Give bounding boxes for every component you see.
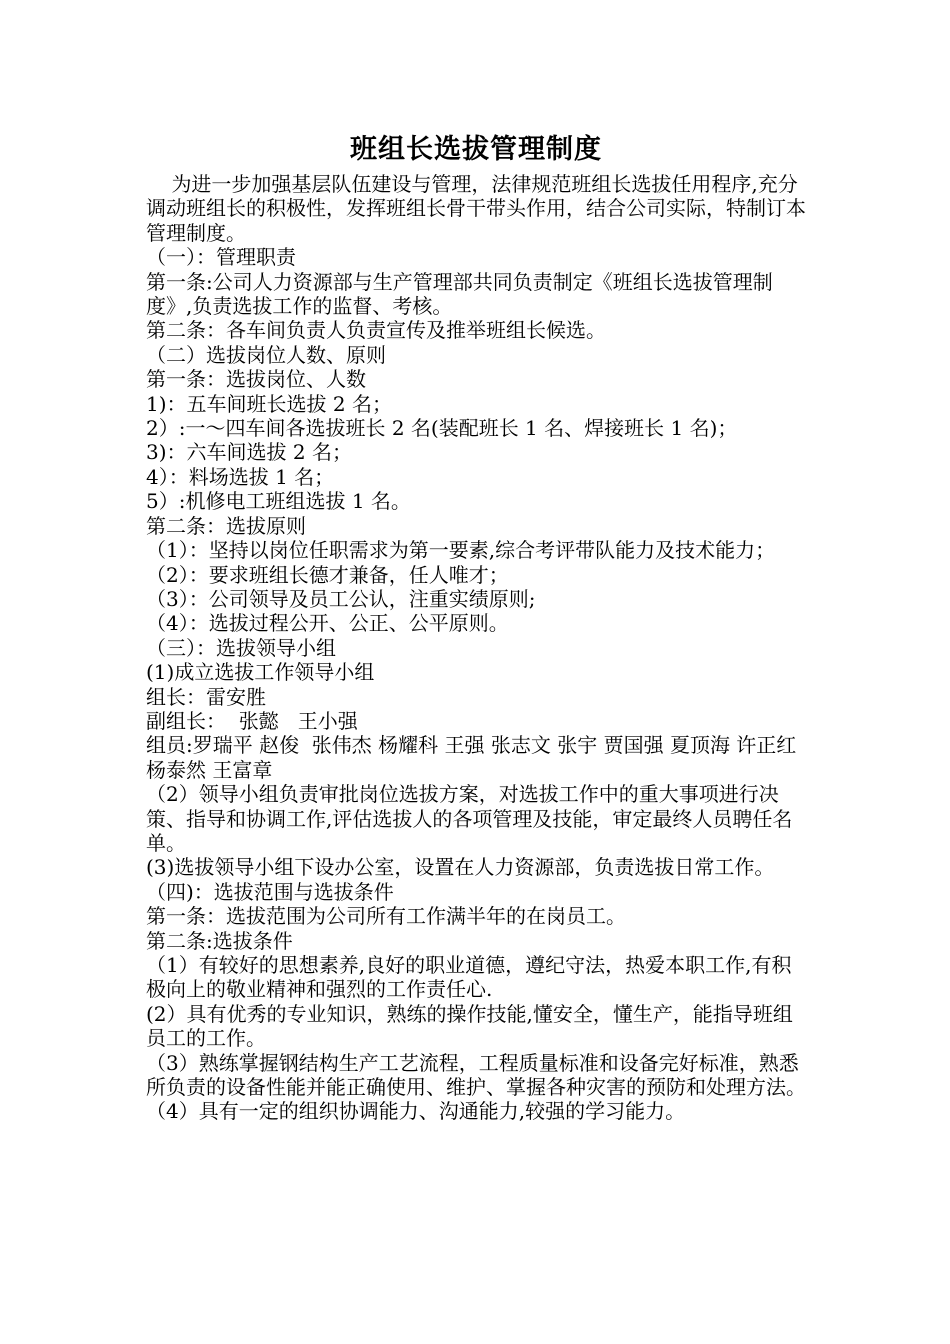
paragraph: （4）：选拔过程公开、公正、公平原则。 bbox=[146, 611, 509, 636]
paragraph: 第一条：选拔范围为公司所有工作满半年的在岗员工。 bbox=[146, 904, 626, 929]
paragraph: (1)成立选拔工作领导小组 bbox=[146, 660, 375, 685]
paragraph: (3)选拔领导小组下设办公室，设置在人力资源部，负责选拔日常工作。 bbox=[146, 855, 775, 880]
paragraph: （1）有较好的思想素养,良好的职业道德，遵纪守法，热爱本职工作,有积极向上的敬业精神和强烈的工作责任心. bbox=[146, 953, 792, 1002]
paragraph: 第一条：选拔岗位、人数 bbox=[146, 367, 366, 392]
document-page bbox=[146, 130, 806, 1124]
paragraph: 第一条:公司人力资源部与生产管理部共同负责制定《班组长选拔管理制度》,负责选拔工作的监督、考核。 bbox=[146, 269, 773, 319]
paragraph: 3)：六车间选拔 2 名； bbox=[146, 440, 352, 465]
document-title: 班组长选拔管理制度 bbox=[350, 134, 602, 165]
document-body bbox=[146, 172, 806, 1124]
paragraph: 为进一步加强基层队伍建设与管理，法律规范班组长选拔任用程序,充分调动班组长的积极性，发挥班组长骨干带头作用，结合公司实际，特制订本管理制度。 bbox=[146, 172, 806, 245]
paragraph: 副组长： 张懿 王小强 bbox=[146, 708, 358, 733]
paragraph: （1）：坚持以岗位任职需求为第一要素,综合考评带队能力及技术能力； bbox=[146, 538, 776, 563]
paragraph: 第二条：各车间负责人负责宣传及推举班组长候选。 bbox=[146, 318, 606, 343]
paragraph: 2）:一～四车间各选拔班长 2 名(装配班长 1 名、焊接班长 1 名)； bbox=[146, 416, 738, 441]
paragraph: （一）：管理职责 bbox=[146, 245, 296, 270]
paragraph: 第二条：选拔原则 bbox=[146, 513, 306, 538]
paragraph: （4）具有一定的组织协调能力、沟通能力,较强的学习能力。 bbox=[146, 1099, 686, 1124]
paragraph: 第二条:选拔条件 bbox=[146, 928, 293, 953]
paragraph: （三）：选拔领导小组 bbox=[146, 635, 336, 660]
paragraph: (2）具有优秀的专业知识，熟练的操作技能,懂安全，懂生产，能指导班组员工的工作。 bbox=[146, 1001, 793, 1051]
paragraph: （2）领导小组负责审批岗位选拔方案，对选拔工作中的重大事项进行决策、指导和协调工作,评估选拔人的各项管理及技能，审定最终人员聘任名单。 bbox=[146, 782, 793, 855]
paragraph: 组长：雷安胜 bbox=[146, 684, 266, 709]
paragraph: （3）熟练掌握钢结构生产工艺流程，工程质量标准和设备完好标准，熟悉所负责的设备性能并能正确使用、维护、掌握各种灾害的预防和处理方法。 bbox=[146, 1050, 806, 1100]
paragraph: （二）选拔岗位人数、原则 bbox=[146, 342, 386, 367]
paragraph: 组员:罗瑞平 赵俊 张伟杰 杨耀科 王强 张志文 张宇 贾国强 夏顶海 许正红 杨泰然 王富章 bbox=[146, 733, 803, 782]
paragraph: 5）:机修电工班组选拔 1 名。 bbox=[146, 489, 411, 514]
paragraph: （2）：要求班组长德才兼备，任人唯才； bbox=[146, 562, 509, 587]
paragraph: 1)：五车间班长选拔 2 名； bbox=[146, 391, 392, 416]
paragraph: 4）：料场选拔 1 名； bbox=[146, 464, 335, 489]
paragraph: （四)：选拔范围与选拔条件 bbox=[146, 879, 394, 904]
paragraph: （3）：公司领导及员工公认，注重实绩原则; bbox=[146, 586, 536, 611]
